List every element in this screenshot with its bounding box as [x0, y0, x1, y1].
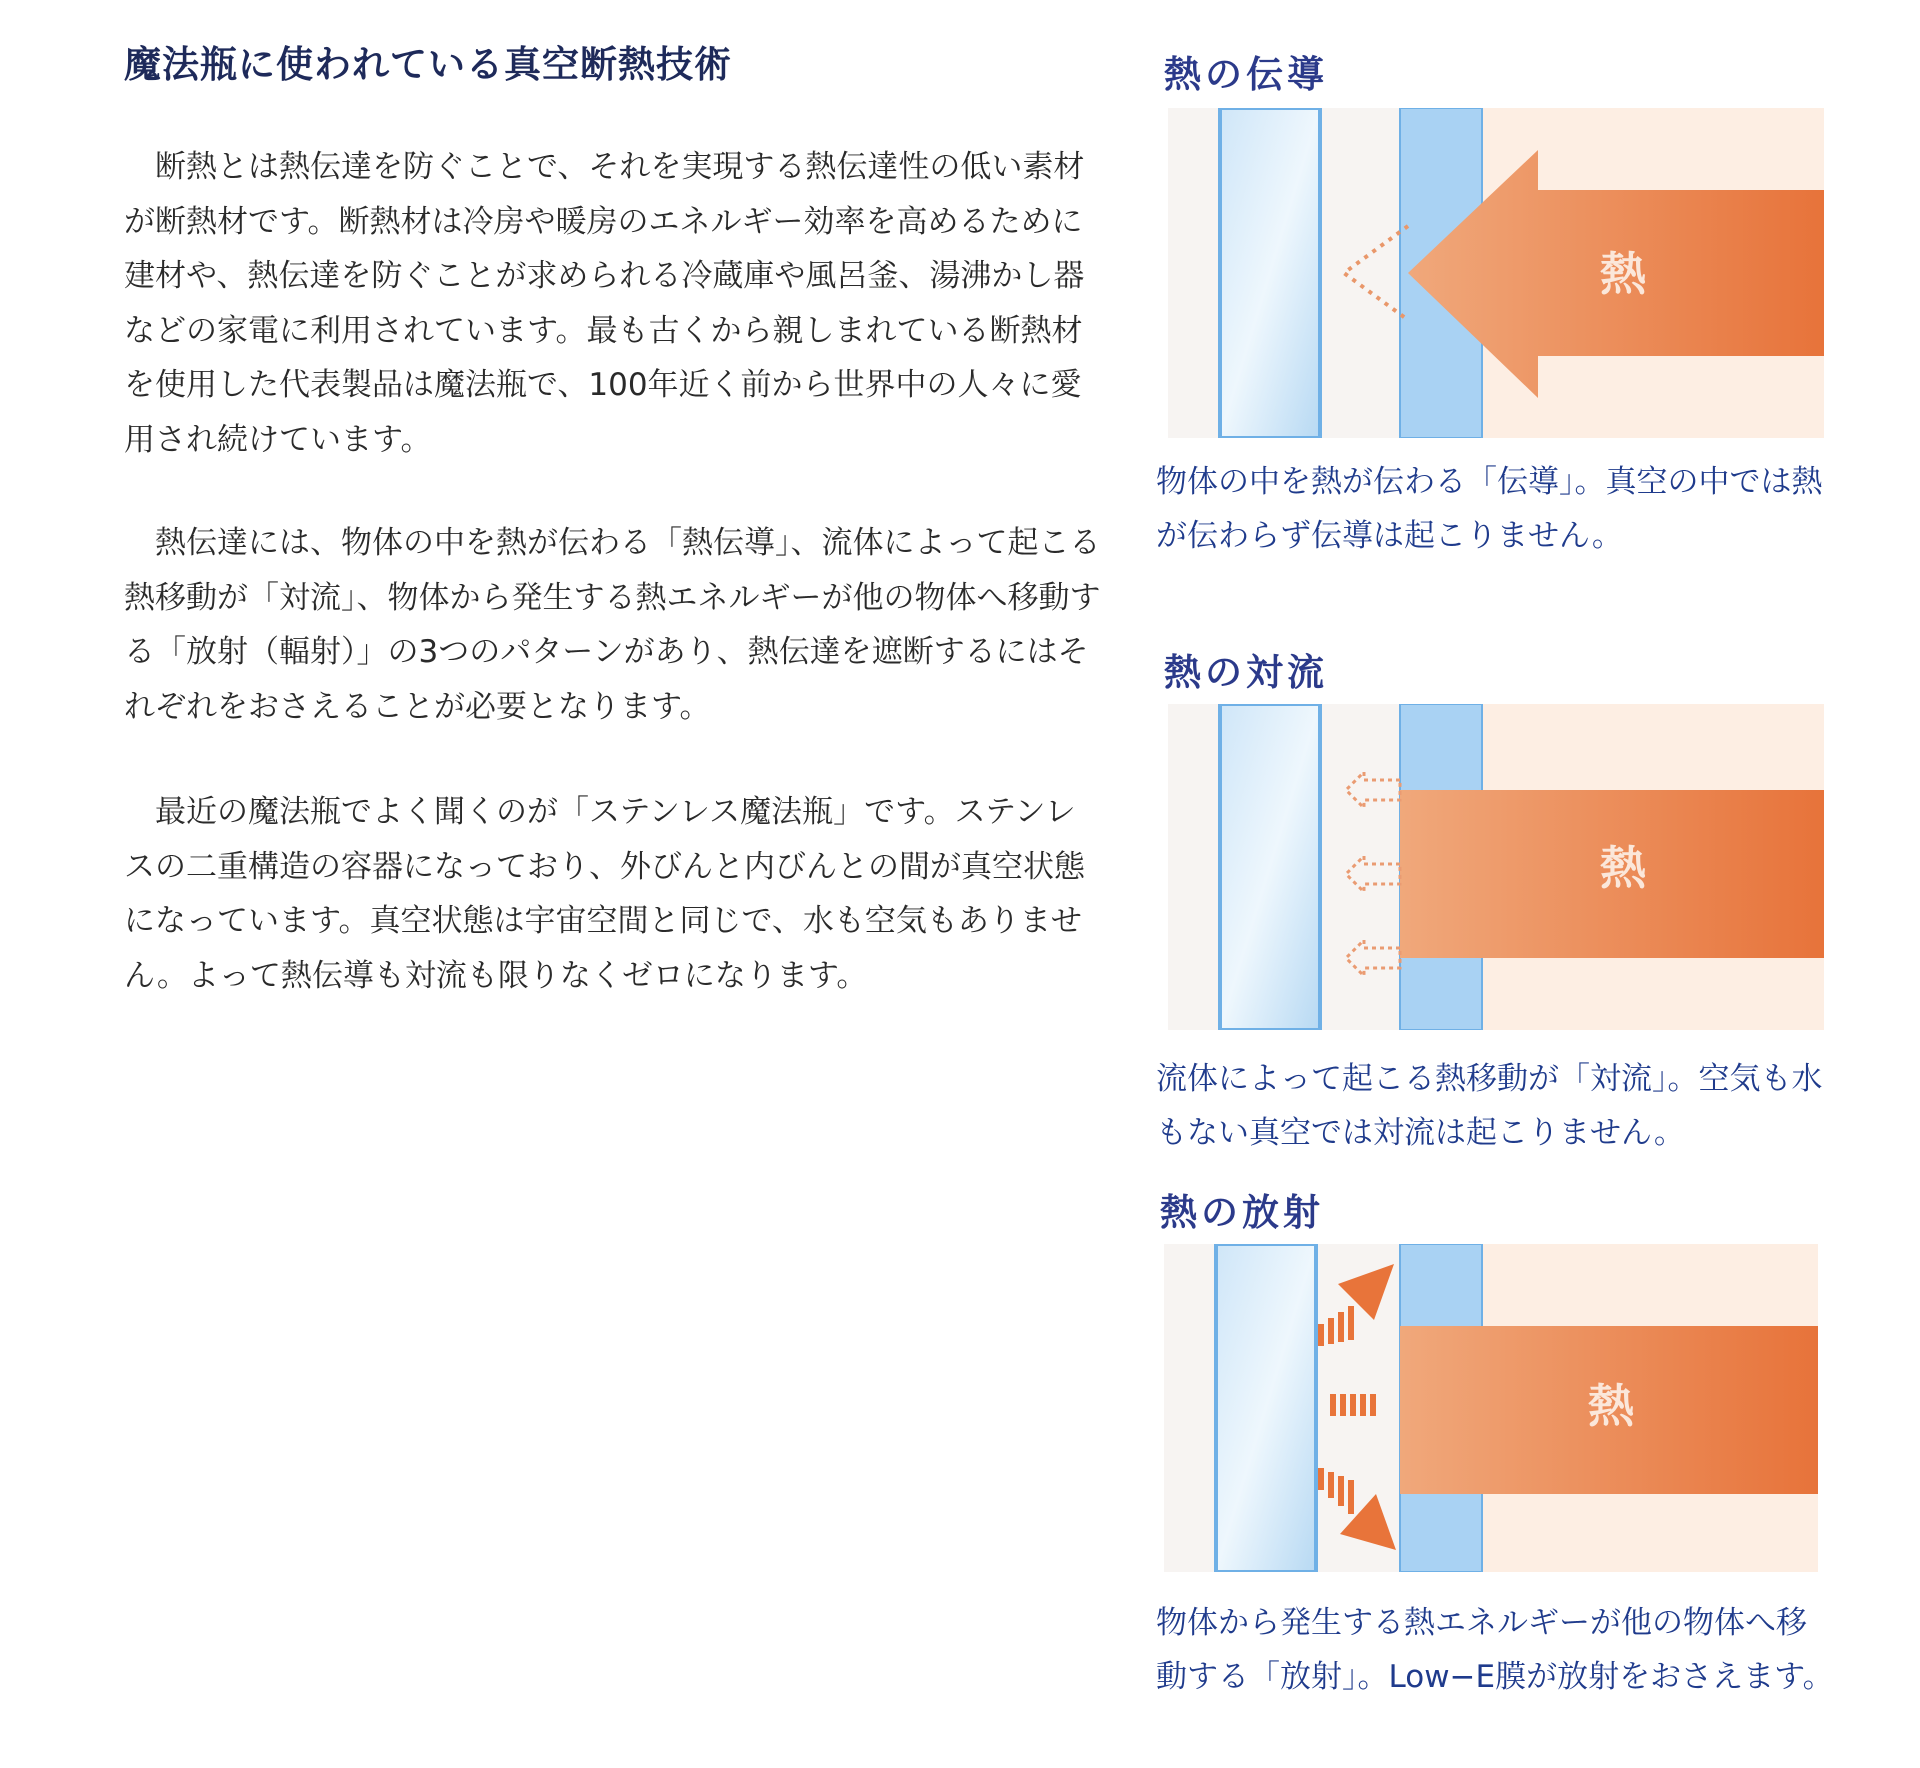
outer-glass [1216, 1244, 1316, 1572]
conduction-diagram [1168, 108, 1824, 438]
outer-glass [1220, 704, 1320, 1030]
paragraph-stainless: 最近の魔法瓶でよく聞くのが「ステンレス魔法瓶」です。ステンレスの二重構造の容器になっており、外びんと内びんとの間が真空状態になっています。真空状態は宇宙空間と同じで、水も空気もありません。よって熱伝導も対流も限りなくゼロになります。 [124, 794, 1085, 994]
article-title: 魔法瓶に使われている真空断熱技術 [124, 43, 732, 86]
heat-label: 熱 [1600, 841, 1646, 895]
outer-glass [1220, 108, 1320, 438]
paragraph-heat-transfer: 熱伝達には、物体の中を熱が伝わる「熱伝導」、流体によって起こる熱移動が「対流」、物体から発生する熱エネルギーが他の物体へ移動する「放射（輻射）」の3つのパターンがあり、熱伝達を遮断するにはそれぞれをおさえることが必要となります。 [124, 525, 1101, 725]
radiation-diagram [1164, 1244, 1818, 1572]
caption-conduction: 物体の中を熱が伝わる「伝導」。真空の中では熱が伝わらず伝導は起こりません。 [1156, 464, 1823, 554]
paragraph-intro: 断熱とは熱伝達を防ぐことで、それを実現する熱伝達性の低い素材が断熱材です。断熱材は冷房や暖房のエネルギー効率を高めるために建材や、熱伝達を防ぐことが求められる冷蔵庫や風呂釜、湯沸かし器などの家電に利用されています。最も古くから親しまれている断熱材を使用した代表製品は魔法瓶で、100年近く前から世界中の人々に愛用され続けています。 [124, 149, 1085, 458]
section-label-convection: 熱の対流 [1164, 651, 1328, 694]
caption-convection: 流体によって起こる熱移動が「対流」。空気も水もない真空では対流は起こりません。 [1156, 1061, 1823, 1151]
heat-label: 熱 [1600, 247, 1646, 301]
section-label-radiation: 熱の放射 [1160, 1191, 1324, 1234]
heat-label: 熱 [1588, 1379, 1634, 1433]
caption-radiation: 物体から発生する熱エネルギーが他の物体へ移動する「放射」。Low−E膜が放射をおさえます。 [1156, 1605, 1834, 1695]
convection-diagram [1168, 704, 1824, 1030]
section-label-conduction: 熱の伝導 [1164, 53, 1328, 96]
